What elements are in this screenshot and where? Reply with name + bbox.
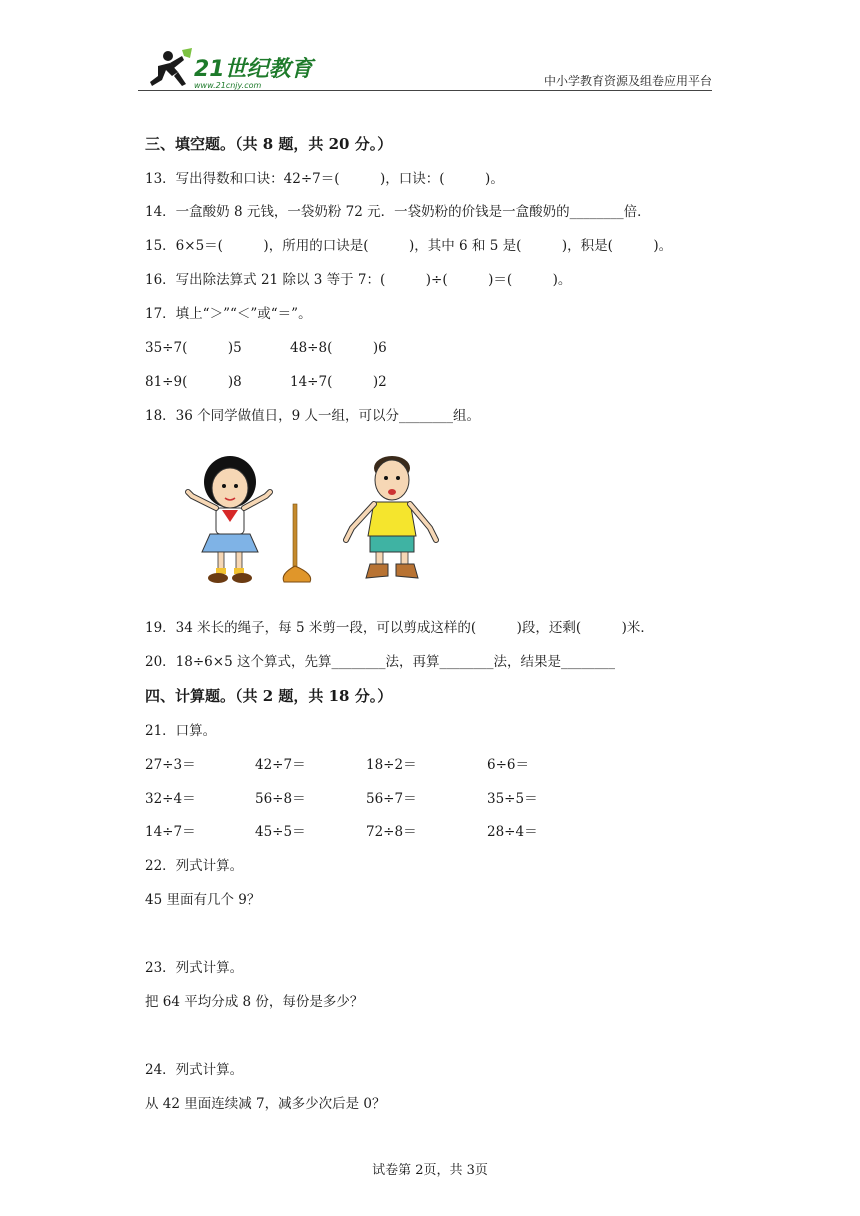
question-18: 18．36 个同学做值日，9 人一组，可以分________组。 (145, 408, 481, 424)
mental-math-item: 28÷4＝ (487, 824, 538, 840)
question-24-text: 从 42 里面连续减 7，减多少次后是 0？ (145, 1096, 386, 1112)
mental-math-item: 56÷7＝ (366, 791, 417, 807)
duty-illustration (180, 444, 440, 594)
mental-math-item: 35÷5＝ (487, 791, 538, 807)
logo-text: 21世纪教育 (194, 57, 313, 82)
question-22-text: 45 里面有几个 9？ (145, 892, 261, 908)
boy-figure (346, 456, 436, 578)
question-24: 24．列式计算。 (145, 1062, 244, 1078)
runner-icon (150, 48, 192, 86)
mental-math-item: 56÷8＝ (255, 791, 306, 807)
mental-math-row-1 (145, 756, 705, 774)
girl-figure (188, 456, 270, 583)
mental-math-row-3 (145, 823, 705, 841)
mental-math-item: 45÷5＝ (255, 824, 306, 840)
question-13: 13．写出得数和口诀：42÷7＝( )，口诀：( )。 (145, 171, 504, 187)
mental-math-item: 32÷4＝ (145, 791, 196, 807)
comparison-item: 81÷9( )8 (145, 374, 242, 390)
page-footer: 试卷第 2页，共 3页 (372, 1163, 488, 1178)
question-23-text: 把 64 平均分成 8 份，每份是多少？ (145, 994, 364, 1010)
question-20: 20．18÷6×5 这个算式，先算________法，再算________法，结果是________ (145, 654, 615, 670)
question-22: 22．列式计算。 (145, 858, 244, 874)
question-16: 16．写出除法算式 21 除以 3 等于 7：( )÷( )＝( )。 (145, 272, 572, 288)
question-17-row-1 (145, 339, 705, 357)
mental-math-item: 42÷7＝ (255, 757, 306, 773)
question-17-row-2 (145, 373, 705, 391)
mental-math-item: 72÷8＝ (366, 824, 417, 840)
question-15: 15．6×5＝( )，所用的口诀是( )，其中 6 和 5 是( )，积是( )。 (145, 238, 673, 254)
broom-figure (283, 504, 311, 582)
brand-text: 中小学教育资源及组卷应用平台 (543, 74, 712, 88)
page-header (138, 40, 712, 92)
question-14: 14．一盒酸奶 8 元钱，一袋奶粉 72 元．一袋奶粉的价钱是一盒酸奶的________倍． (145, 204, 651, 220)
header-rule (138, 90, 712, 91)
question-21: 21．口算。 (145, 723, 217, 739)
comparison-item: 35÷7( )5 (145, 340, 242, 356)
mental-math-item: 14÷7＝ (145, 824, 196, 840)
logo-url: www.21cnjy.com (194, 81, 262, 90)
mental-math-item: 6÷6＝ (487, 757, 529, 773)
mental-math-item: 27÷3＝ (145, 757, 196, 773)
logo (138, 46, 338, 90)
question-23: 23．列式计算。 (145, 960, 244, 976)
question-19: 19．34 米长的绳子，每 5 米剪一段，可以剪成这样的( )段，还剩( )米． (145, 620, 654, 636)
mental-math-row-2 (145, 790, 705, 808)
mental-math-item: 18÷2＝ (366, 757, 417, 773)
section-4-title: 四、计算题。（共 2 题，共 18 分。） (145, 687, 393, 705)
comparison-item: 14÷7( )2 (290, 374, 387, 390)
question-17: 17．填上“＞”“＜”或“＝”。 (145, 306, 312, 322)
section-3-title: 三、填空题。（共 8 题，共 20 分。） (145, 135, 393, 153)
comparison-item: 48÷8( )6 (290, 340, 387, 356)
